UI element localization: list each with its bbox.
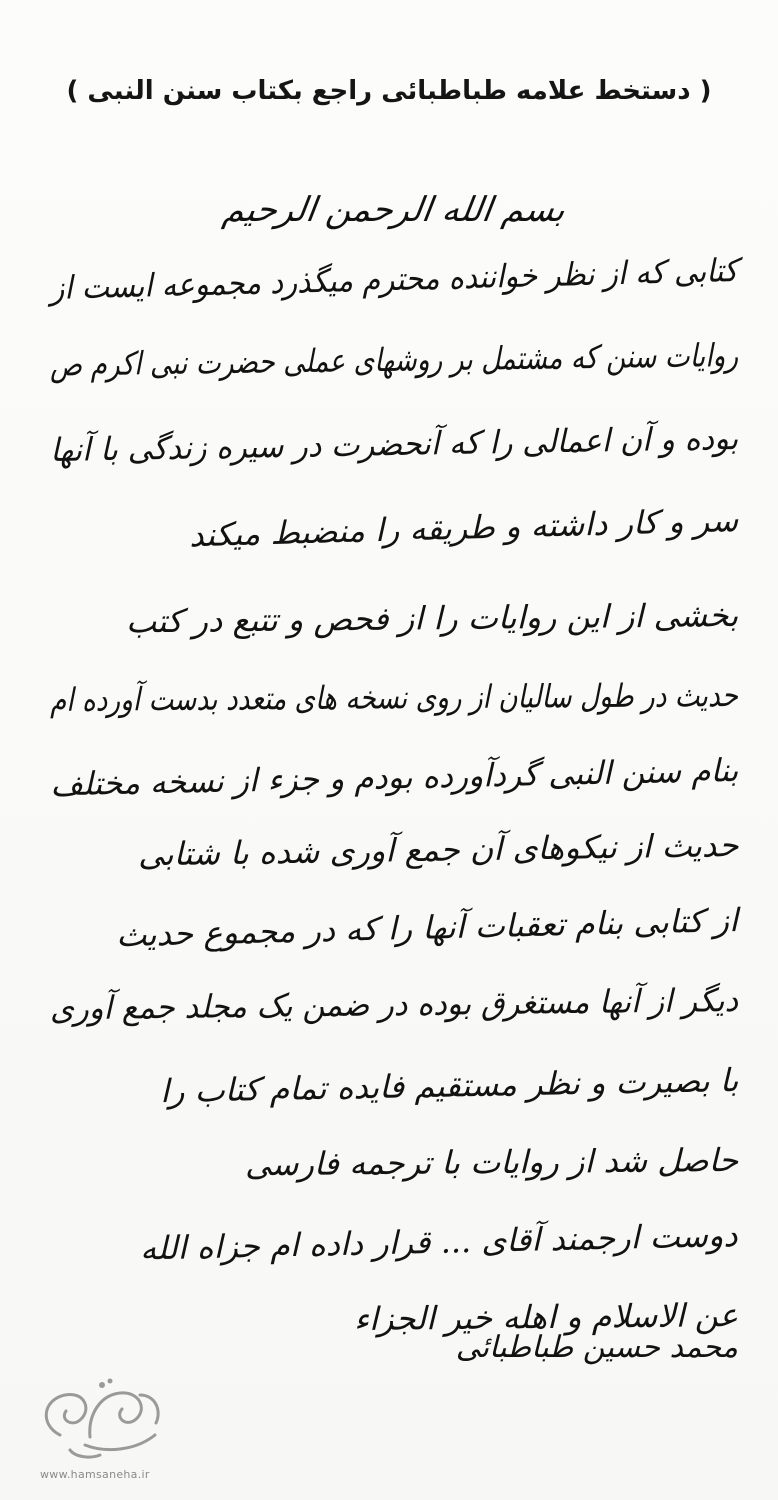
letter-line: با بصیرت و نظر مستقیم فایده تمام کتاب را — [159, 1061, 739, 1111]
handwritten-letter — [49, 190, 739, 1339]
letter-line: عن الاسلام و اهله خیر الجزاء — [353, 1296, 739, 1339]
letter-line: حدیث از نیکوهای آن جمع آوری شده با شتابی — [137, 826, 739, 874]
letter-line: بوده و آن اعمالی را که آنحضرت در سیره زندگی با آنها — [49, 419, 739, 470]
letter-line: حدیث در طول سالیان از روی نسخه های متعدد بدست آورده ام — [49, 676, 739, 719]
letter-line: دیگر از آنها مستغرق بوده در ضمن یک مجلد جمع آوری — [49, 981, 739, 1028]
document-caption: ( دستخط علامه طباطبائی راجع بکتاب سنن النبی ) — [66, 76, 712, 106]
letter-line: روایات سنن که مشتمل بر روشهای عملی حضرت نبی اکرم ص — [49, 336, 739, 384]
letter-line: سر و کار داشته و طریقه را منضبط میکند — [188, 501, 739, 555]
letter-line: کتابی که از نظر خواننده محترم میگذرد مجموعه ایست از — [50, 251, 739, 307]
letter-line: حاصل شد از روایات با ترجمه فارسی — [244, 1141, 739, 1184]
letter-line: بخشی از این روایات را از فحص و تتبع در کتب — [125, 596, 739, 641]
logo-url-text: www.hamsaneha.ir — [40, 1468, 150, 1481]
letter-line: بنام سنن النبی گردآورده بودم و جزء از نسخه مختلف — [49, 751, 739, 804]
letter-line: دوست ارجمند آقای ... قرار داده ام جزاه الله — [140, 1216, 739, 1268]
signature: محمد حسین طباطبائی — [455, 1330, 738, 1365]
basmala-heading: بسم الله الرحمن الرحیم — [220, 190, 568, 230]
letter-line: از کتابی بنام تعقبات آنها را که در مجموع حدیث — [115, 901, 739, 955]
site-logo-icon — [30, 1365, 180, 1465]
